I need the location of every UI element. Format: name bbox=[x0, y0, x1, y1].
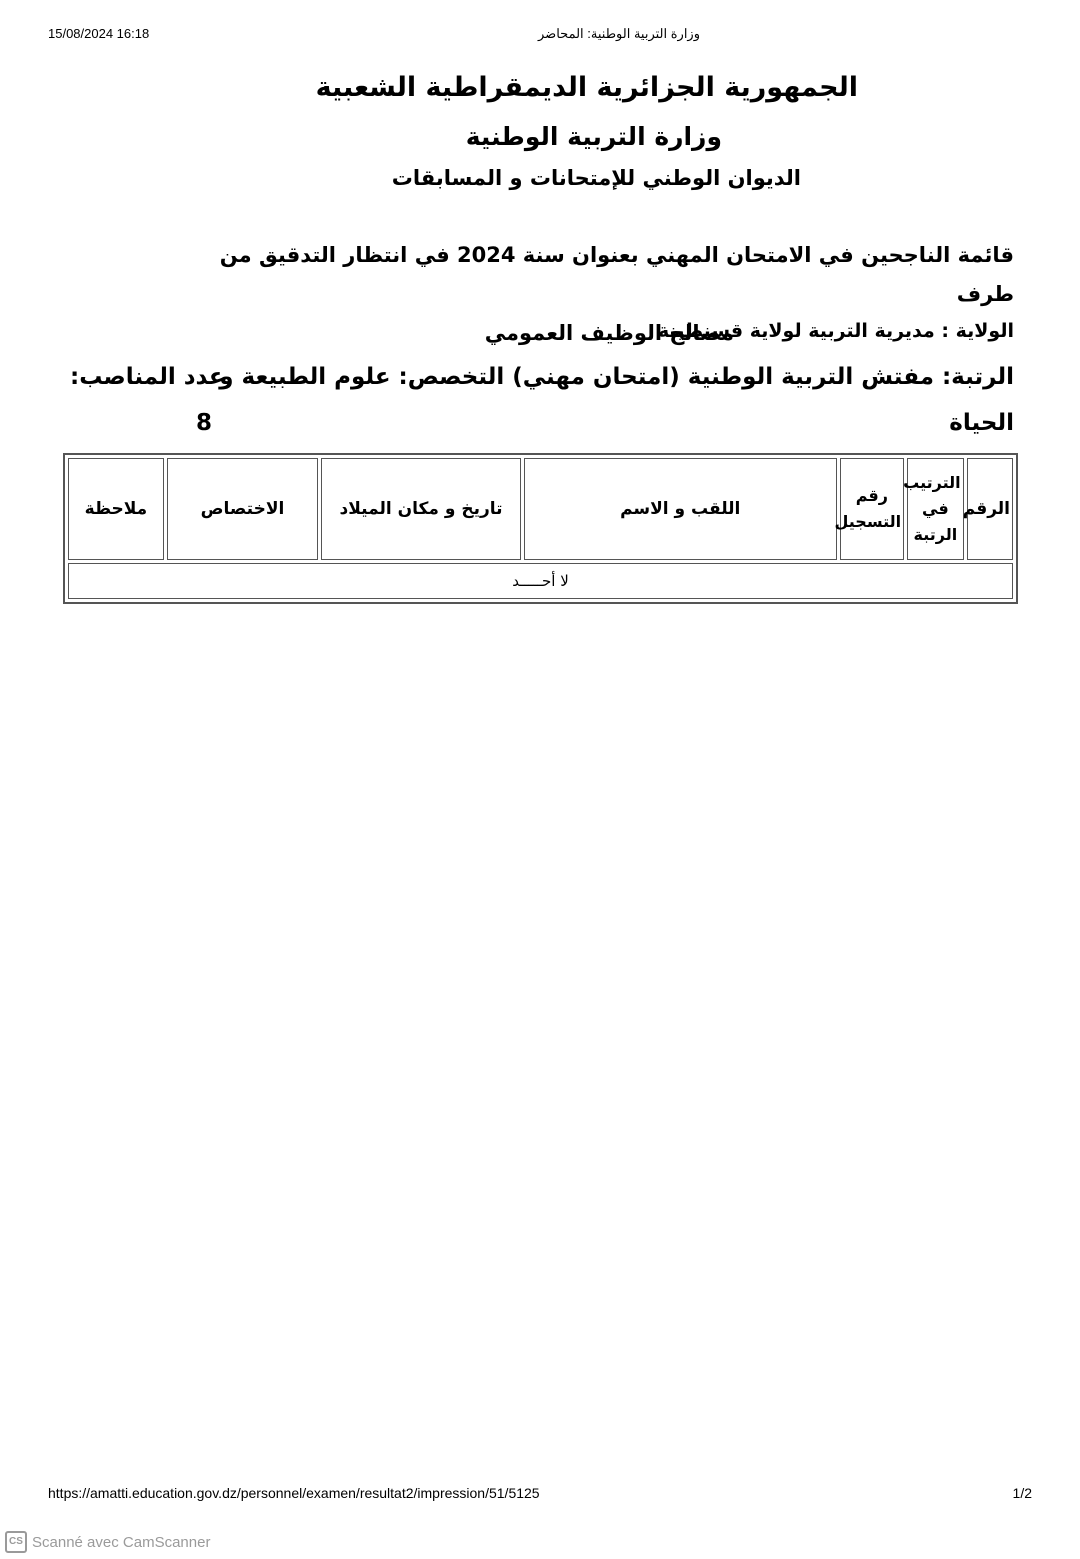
list-title-line2: مصالح الوظيف العمومي bbox=[484, 321, 734, 345]
page-number: 1/2 bbox=[1012, 1485, 1032, 1501]
print-url[interactable]: https://amatti.education.gov.dz/personnel/examen/resultat2/impression/51/5125 bbox=[48, 1485, 540, 1501]
header-rank-order-2: في bbox=[922, 499, 949, 518]
header-registration bbox=[834, 458, 905, 560]
rank-line-continued: الحياة bbox=[949, 410, 1014, 436]
republic-heading: الجمهورية الجزائرية الديمقراطية الشعبية bbox=[315, 72, 858, 103]
header-number: الرقم bbox=[967, 458, 1013, 560]
header-rank-order-3: الرتبة bbox=[913, 525, 958, 544]
header-name: اللقب و الاسم bbox=[524, 458, 837, 560]
header-specialty: الاختصاص bbox=[167, 458, 318, 560]
rank-line: الرتبة: مفتش التربية الوطنية (امتحان مهني) التخصص: علوم الطبيعة و bbox=[219, 364, 1014, 390]
camscanner-text: Scanné avec CamScanner bbox=[32, 1533, 211, 1551]
empty-message: لا أحـــــد bbox=[68, 563, 1013, 599]
results-table bbox=[63, 453, 1018, 604]
table-row bbox=[68, 563, 1013, 599]
header-registration-1: رقم bbox=[855, 486, 888, 505]
wilaya-line: الولاية : مديرية التربية لولاية قسنطينة bbox=[658, 320, 1014, 342]
table-header-row bbox=[68, 458, 1013, 560]
office-heading: الديوان الوطني للإمتحانات و المسابقات bbox=[391, 166, 801, 190]
camscanner-logo-icon: CS bbox=[5, 1531, 27, 1553]
header-registration-2: التسجيل bbox=[834, 512, 902, 531]
print-header bbox=[48, 26, 700, 46]
header-rank-order-1: الترتيب bbox=[903, 473, 961, 492]
camscanner-watermark bbox=[5, 1532, 210, 1552]
list-title-line1: قائمة الناجحين في الامتحان المهني بعنوان سنة 2024 في انتظار التدقيق من طرف bbox=[219, 243, 1014, 306]
print-datetime: 15/08/2024 16:18 bbox=[48, 26, 150, 41]
posts-value: 8 bbox=[196, 410, 213, 436]
print-doc-title: وزارة التربية الوطنية: المحاضر bbox=[538, 26, 700, 41]
header-remark: ملاحظة bbox=[68, 458, 164, 560]
ministry-heading: وزارة التربية الوطنية bbox=[465, 122, 722, 151]
header-birth: تاريخ و مكان الميلاد bbox=[321, 458, 521, 560]
header-rank-order bbox=[903, 458, 963, 560]
posts-label: عدد المناصب: bbox=[70, 364, 225, 390]
